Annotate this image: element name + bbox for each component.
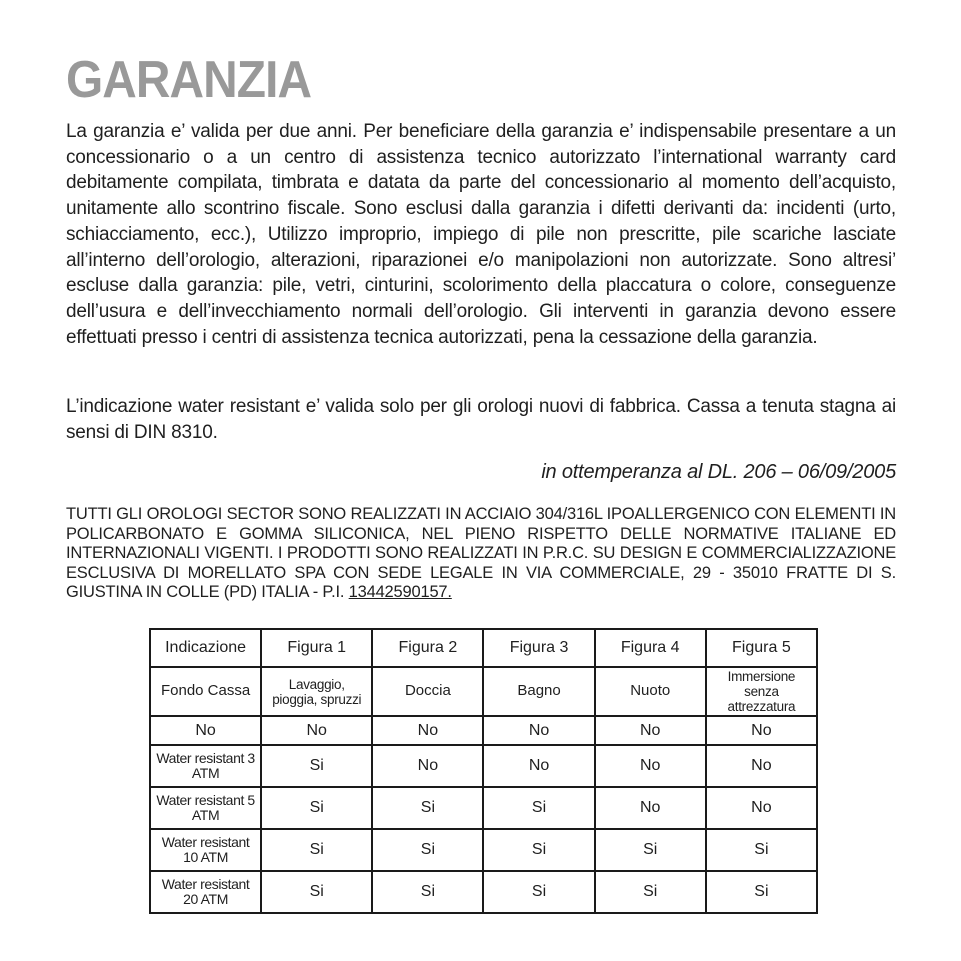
value-cell: Si — [595, 829, 706, 871]
value-cell: Si — [706, 829, 817, 871]
value-cell: No — [372, 716, 483, 745]
header-cell-figura-1: Figura 1 — [261, 629, 372, 667]
table-row-no-resistance — [150, 716, 817, 745]
header-cell-fondo-cassa: Fondo Cassa — [150, 667, 261, 716]
value-cell: Si — [706, 871, 817, 913]
water-resistance-table — [149, 628, 818, 914]
value-cell: No — [706, 787, 817, 829]
value-cell: No — [483, 745, 594, 787]
row-label-cell: Water resistant 5 ATM — [150, 787, 261, 829]
value-cell: Si — [372, 871, 483, 913]
header-cell-lavaggio: Lavaggio, pioggia, spruzzi — [261, 667, 372, 716]
compliance-note: in ottemperanza al DL. 206 – 06/09/2005 — [541, 461, 896, 483]
header-cell-figura-5: Figura 5 — [706, 629, 817, 667]
vat-number: 13442590157. — [348, 583, 452, 602]
row-label-cell: Water resistant 3 ATM — [150, 745, 261, 787]
header-cell-nuoto: Nuoto — [595, 667, 706, 716]
table-row-10atm — [150, 829, 817, 871]
value-cell: Si — [372, 787, 483, 829]
value-cell: Si — [261, 871, 372, 913]
header-cell-figura-3: Figura 3 — [483, 629, 594, 667]
value-cell: No — [483, 716, 594, 745]
value-cell: No — [261, 716, 372, 745]
value-cell: Si — [372, 829, 483, 871]
water-resistant-validity-paragraph: L’indicazione water resistant e’ valida solo per gli orologi nuovi di fabbrica. Cassa a tenuta stagna ai sensi di DIN 8310. — [66, 396, 896, 443]
value-cell: No — [372, 745, 483, 787]
materials-legal-paragraph — [66, 505, 896, 603]
value-cell: Si — [261, 745, 372, 787]
value-cell: Si — [261, 829, 372, 871]
row-label-cell: No — [150, 716, 261, 745]
header-cell-figura-4: Figura 4 — [595, 629, 706, 667]
value-cell: Si — [483, 829, 594, 871]
header-cell-indicazione: Indicazione — [150, 629, 261, 667]
header-cell-figura-2: Figura 2 — [372, 629, 483, 667]
header-cell-immersione: Immersione senza attrezzatura — [706, 667, 817, 716]
header-cell-bagno: Bagno — [483, 667, 594, 716]
table-row-20atm — [150, 871, 817, 913]
value-cell: No — [706, 745, 817, 787]
table-row-3atm — [150, 745, 817, 787]
table-row-5atm — [150, 787, 817, 829]
value-cell: No — [595, 716, 706, 745]
value-cell: Si — [483, 871, 594, 913]
table-header-row-figures — [150, 629, 817, 667]
materials-legal-text: TUTTI GLI OROLOGI SECTOR SONO REALIZZATI IN ACCIAIO 304/316L IPOALLERGENICO CON ELEMENTI IN POLICARBONATO E GOMMA SILICONICA, NEL PIENO RISPETTO DELLE NORMATIVE ITALIANE ED INTERNAZIONALI VIGENTI. I PRODOTTI SONO REALIZZATI IN P.R.C. SU DESIGN E COMMERCIALIZZAZIONE ESCLUSIVA DI MORELLATO SPA CON SEDE LEGALE IN VIA COMMERCIALE, 29 - 35010 FRATTE DI S. GIUSTINA IN COLLE (PD) ITALIA - P.I. — [66, 505, 896, 602]
page-title: GARANZIA — [66, 51, 312, 109]
table-header-row-activities — [150, 667, 817, 716]
header-cell-doccia: Doccia — [372, 667, 483, 716]
value-cell: No — [706, 716, 817, 745]
value-cell: No — [595, 745, 706, 787]
value-cell: Si — [595, 871, 706, 913]
row-label-cell: Water resistant 20 ATM — [150, 871, 261, 913]
value-cell: Si — [261, 787, 372, 829]
warranty-terms-paragraph: La garanzia e’ valida per due anni. Per beneficiare della garanzia e’ indispensabile presentare a un concessionario o a un centro di assistenza tecnico autorizzato l’international warranty card debitamente compilata, timbrata e datata da parte del concessionario al momento dell’acquisto, unitamente allo scontrino fiscale. Sono esclusi dalla garanzia i difetti derivanti da: incidenti (urto, schiacciamento, ecc.), Utilizzo improprio, impiego di pile non prescritte, pile scariche lasciate all’interno dell’orologio, alterazioni, riparazionei e/o manipolazioni non autorizzate. Sono altresi’ escluse dalla garanzia: pile, vetri, cinturini, scolorimento della placcatura o colore, conseguenze dell’usura e dell’invecchiamento normali dell’orologio. Gli interventi in garanzia devono essere effettuati presso i centri di assistenza tecnica autorizzati, pena la cessazione della garanzia. — [66, 121, 896, 348]
value-cell: No — [595, 787, 706, 829]
value-cell: Si — [483, 787, 594, 829]
row-label-cell: Water resistant 10 ATM — [150, 829, 261, 871]
